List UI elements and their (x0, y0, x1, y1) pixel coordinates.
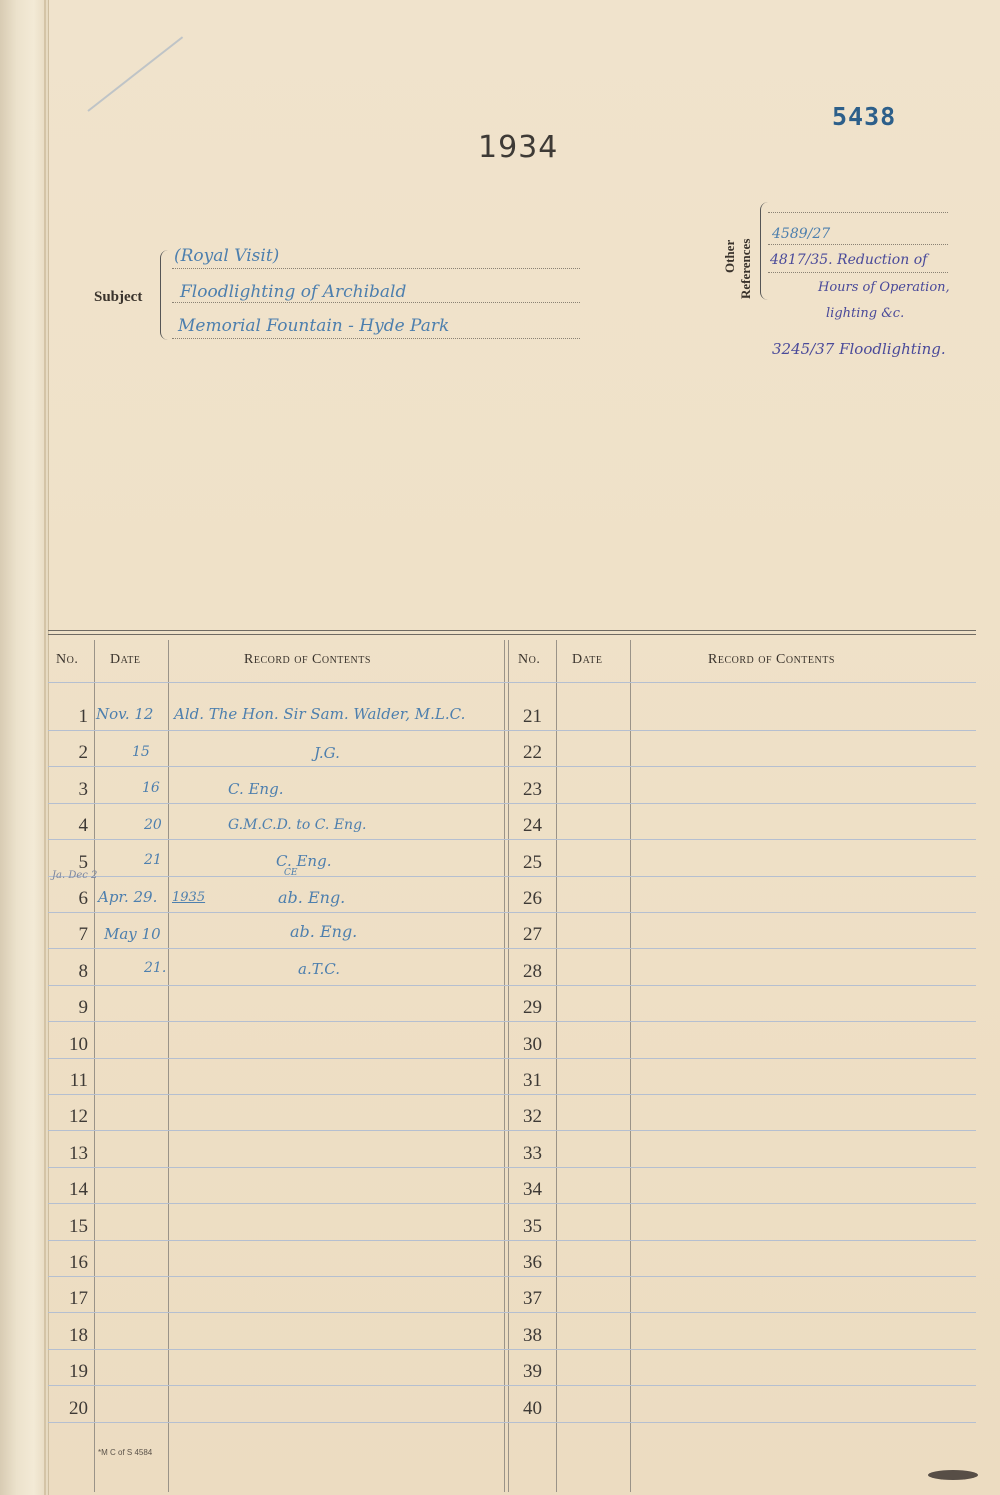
ref-rule-1 (768, 212, 948, 213)
table-row-rule (48, 1276, 976, 1277)
references-brace (760, 202, 769, 300)
entry-6-annotation-record: CE (284, 868, 298, 878)
header-record-right: Record of Contents (708, 652, 835, 667)
row-number-right: 27 (523, 924, 542, 946)
row-number-left: 16 (69, 1252, 88, 1273)
table-top-rule (48, 630, 976, 631)
subject-rule-2 (172, 302, 580, 303)
entry-1-date: Nov. 12 (96, 705, 154, 723)
spine-edge-line (44, 0, 46, 1495)
subject-rule-3 (172, 338, 580, 339)
header-record-left: Record of Contents (244, 652, 371, 667)
ref-entry-1: 4589/27 (772, 226, 831, 242)
table-row-rule (48, 1167, 976, 1168)
table-row-rule (48, 1094, 976, 1095)
row-number-left: 19 (69, 1361, 88, 1383)
entry-8-record: a.T.C. (298, 960, 340, 978)
table-row-rule (48, 766, 976, 767)
table-row-rule (48, 948, 976, 949)
entry-3-record: C. Eng. (228, 780, 284, 798)
row-number-right: 40 (523, 1397, 542, 1419)
header-no-right: No. (518, 652, 541, 667)
col-rule-date (168, 640, 169, 1492)
table-row-rule (48, 1422, 976, 1423)
table-row-rule (48, 730, 976, 731)
row-number-left: 4 (78, 815, 88, 837)
file-number-stamp: 5438 (832, 102, 897, 131)
row-number-left: 20 (69, 1397, 88, 1419)
entry-2-date: 15 (132, 744, 150, 760)
subject-line-3: Memorial Fountain - Hyde Park (178, 316, 450, 336)
table-row-rule (48, 1058, 976, 1059)
entry-5-date: 21 (144, 852, 162, 868)
header-no-left: No. (56, 652, 79, 667)
subject-brace (160, 250, 171, 340)
row-number-right: 38 (523, 1324, 542, 1346)
row-number-right: 26 (523, 888, 542, 909)
row-number-left: 15 (69, 1215, 88, 1237)
ref-rule-3 (768, 272, 948, 273)
entry-3-date: 16 (142, 780, 160, 796)
entry-4-record: G.M.C.D. to C. Eng. (228, 817, 367, 833)
header-date-right: Date (572, 652, 603, 667)
row-number-left: 7 (78, 924, 88, 946)
row-number-left: 11 (69, 1070, 88, 1091)
table-row-rule (48, 1349, 976, 1350)
row-number-right: 22 (523, 742, 542, 764)
table-row-rule (48, 1385, 976, 1386)
header-date-left: Date (110, 652, 141, 667)
table-row-rule (48, 1312, 976, 1313)
col-rule-date-right (630, 640, 631, 1492)
table-row-rule (48, 1240, 976, 1241)
subject-rule-1 (172, 268, 580, 269)
row-number-left: 10 (69, 1033, 88, 1055)
row-number-right: 24 (523, 815, 542, 837)
row-number-right: 35 (523, 1215, 542, 1237)
table-row-rule (48, 839, 976, 840)
row-number-right: 31 (523, 1070, 542, 1091)
subject-line-1: (Royal Visit) (174, 246, 280, 266)
row-number-left: 8 (78, 960, 88, 982)
other-references-label: Other References (722, 238, 753, 299)
printer-note: *M C of S 4584 (98, 1448, 153, 1457)
ref-entry-2: 4817/35. Reduction of (770, 252, 928, 268)
entry-7-date: May 10 (104, 925, 161, 943)
table-row-rule (48, 912, 976, 913)
entry-4-date: 20 (144, 817, 162, 833)
entry-5-record: C. Eng. (276, 852, 332, 870)
ref-rule-2 (768, 244, 948, 245)
row-number-right: 33 (523, 1142, 542, 1164)
row-number-right: 30 (523, 1033, 542, 1055)
subject-line-2: Floodlighting of Archibald (180, 282, 407, 302)
row-number-left: 3 (78, 778, 88, 800)
row-number-right: 37 (523, 1288, 542, 1310)
entry-2-record: J.G. (314, 744, 340, 762)
ref-entry-5: 3245/37 Floodlighting. (772, 340, 946, 358)
table-row-rule (48, 876, 976, 877)
row-number-left: 6 (78, 888, 88, 909)
row-number-left: 2 (78, 742, 88, 764)
col-rule-no-right (556, 640, 557, 1492)
ink-blot (928, 1470, 978, 1480)
entry-6-year-note: 1935 (172, 890, 206, 905)
subject-label: Subject (94, 289, 143, 305)
row-number-right: 29 (523, 997, 542, 1019)
table-row-rule (48, 985, 976, 986)
row-number-right: 36 (523, 1252, 542, 1273)
entry-6-record: ab. Eng. (278, 888, 346, 907)
row-number-left: 12 (69, 1106, 88, 1128)
entry-6-annotation-date: Ja. Dec 2 (52, 870, 98, 881)
table-row-rule (48, 803, 976, 804)
table-row-rule (48, 1203, 976, 1204)
row-number-right: 34 (523, 1179, 542, 1201)
entry-1-record: Ald. The Hon. Sir Sam. Walder, M.L.C. (174, 705, 466, 723)
row-number-left: 14 (69, 1179, 88, 1201)
row-number-left: 18 (69, 1324, 88, 1346)
row-number-right: 25 (523, 851, 542, 873)
row-number-right: 21 (523, 706, 542, 727)
row-number-left: 5 (78, 851, 88, 873)
table-top-rule-2 (48, 634, 976, 635)
entry-7-record: ab. Eng. (290, 922, 358, 941)
record-of-contents-table (48, 630, 976, 1490)
ref-entry-3: Hours of Operation, (818, 280, 950, 295)
row-number-right: 28 (523, 960, 542, 982)
row-number-right: 32 (523, 1106, 542, 1128)
col-rule-no (94, 640, 95, 1492)
entry-8-date: 21. (144, 960, 167, 976)
header-underline (48, 682, 976, 683)
row-number-left: 13 (69, 1142, 88, 1164)
pencil-mark (87, 36, 183, 111)
row-number-right: 39 (523, 1361, 542, 1383)
ref-entry-4: lighting &c. (826, 306, 905, 321)
row-number-right: 23 (523, 778, 542, 800)
table-row-rule (48, 1130, 976, 1131)
row-number-left: 1 (78, 706, 88, 727)
file-spine (0, 0, 49, 1495)
file-year: 1934 (478, 130, 559, 165)
table-row-rule (48, 1021, 976, 1022)
row-number-left: 9 (78, 997, 88, 1019)
row-number-left: 17 (69, 1288, 88, 1310)
entry-6-date: Apr. 29. (98, 888, 158, 906)
